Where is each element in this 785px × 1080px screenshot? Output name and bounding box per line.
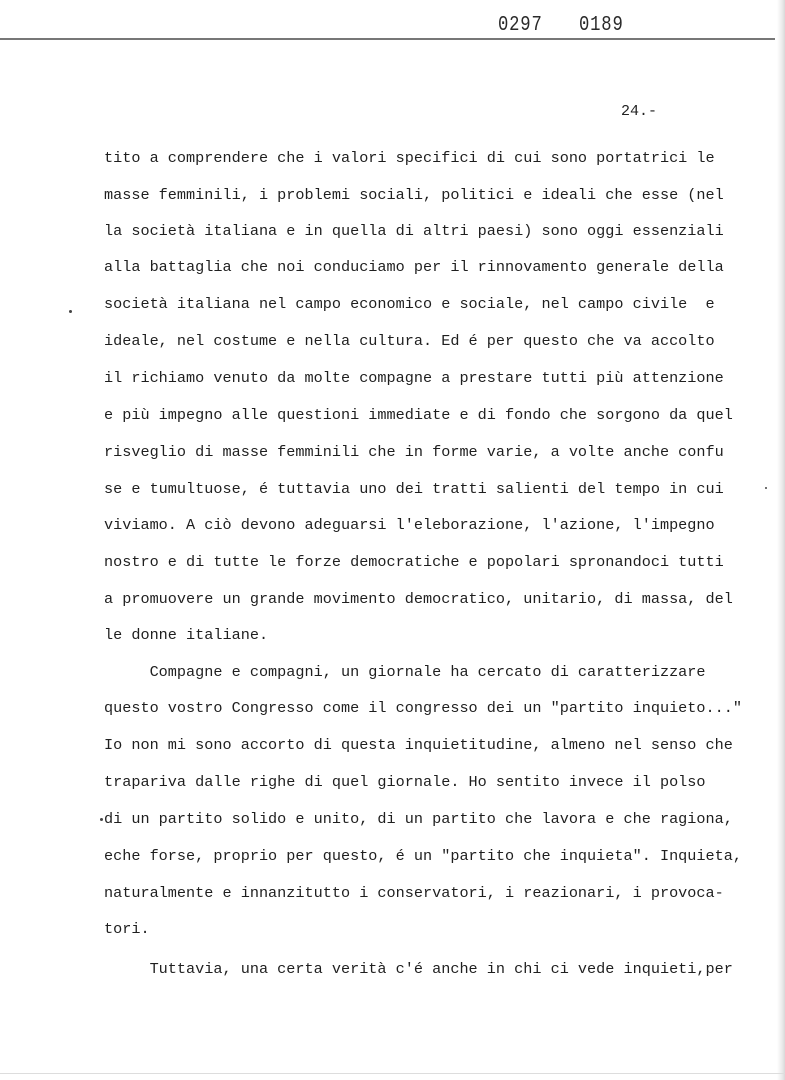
text-line: nostro e di tutte le forze democratiche e popolari spronandoci tutti — [104, 553, 724, 571]
text-line: risveglio di masse femminili che in forme varie, a volte anche confu — [104, 443, 724, 461]
text-line: il richiamo venuto da molte compagne a prestare tutti più attenzione — [104, 369, 724, 387]
text-line: tito a comprendere che i valori specifici di cui sono portatrici le — [104, 149, 715, 167]
paper-speck — [100, 818, 103, 821]
archive-code-b: 0189 — [579, 14, 624, 37]
text-line: tori. — [104, 920, 150, 938]
page-top-edge — [0, 38, 775, 40]
text-line: le donne italiane. — [104, 626, 269, 644]
page-bottom-edge — [0, 1073, 785, 1074]
text-line: naturalmente e innanzitutto i conservatori, i reazionari, i provoca- — [104, 884, 724, 902]
text-line: trapariva dalle righe di quel giornale. Ho sentito invece il polso — [104, 773, 706, 791]
text-line: la società italiana e in quella di altri paesi) sono oggi essenziali — [104, 222, 724, 240]
text-line: a promuovere un grande movimento democratico, unitario, di massa, del — [104, 590, 733, 608]
text-line: eche forse, proprio per questo, é un "partito che inquieta". Inquieta, — [104, 847, 742, 865]
text-line: viviamo. A ciò devono adeguarsi l'eleborazione, l'azione, l'impegno — [104, 516, 715, 534]
archive-code-a: 0297 — [498, 14, 543, 37]
paper-speck — [69, 310, 72, 313]
text-line: e più impegno alle questioni immediate e di fondo che sorgono da quel — [104, 406, 733, 424]
page-right-edge — [777, 0, 785, 1080]
text-line: questo vostro Congresso come il congresso dei un "partito inquieto..." — [104, 699, 742, 717]
text-line: Tuttavia, una certa verità c'é anche in chi ci vede inquieti,per — [104, 960, 733, 978]
text-line: società italiana nel campo economico e sociale, nel campo civile e — [104, 295, 715, 313]
paper-speck — [765, 487, 767, 489]
text-line: alla battaglia che noi conduciamo per il rinnovamento generale della — [104, 258, 724, 276]
text-line: se e tumultuose, é tuttavia uno dei tratti salienti del tempo in cui — [104, 480, 724, 498]
archive-header-band — [0, 0, 785, 40]
page-number: 24.- — [621, 103, 658, 120]
text-line: ideale, nel costume e nella cultura. Ed é per questo che va accolto — [104, 332, 715, 350]
text-line: Compagne e compagni, un giornale ha cercato di caratterizzare — [104, 663, 706, 681]
text-line: di un partito solido e unito, di un partito che lavora e che ragiona, — [104, 810, 733, 828]
text-line: Io non mi sono accorto di questa inquietitudine, almeno nel senso che — [104, 736, 733, 754]
text-line: masse femminili, i problemi sociali, politici e ideali che esse (nel — [104, 186, 724, 204]
